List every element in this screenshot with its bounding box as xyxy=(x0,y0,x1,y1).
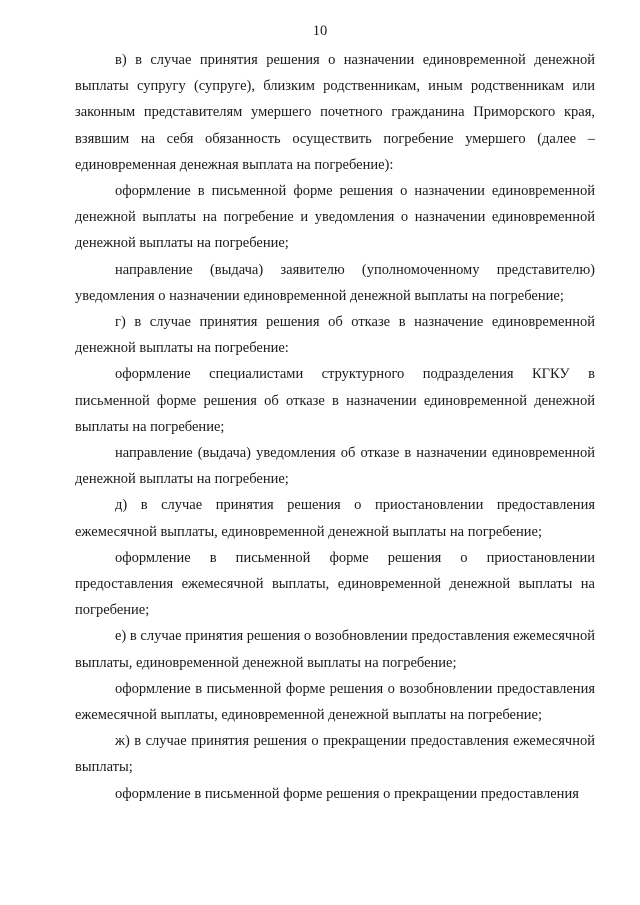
paragraph-d-formalization: оформление в письменной форме решения о приостановлении предоставления ежемесячной выплаты, единовременной денежной выплаты на погребение; xyxy=(75,549,595,619)
paragraph-e-intro: е) в случае принятия решения о возобновлении предоставления ежемесячной выплаты, единовременной денежной выплаты на погребение; xyxy=(75,628,595,671)
paragraph-g-notification: направление (выдача) уведомления об отказе в назначении единовременной денежной выплаты на погребение; xyxy=(75,445,595,488)
paragraph-zh-formalization: оформление в письменной форме решения о прекращении предоставления xyxy=(115,785,579,802)
paragraph-e-formalization: оформление в письменной форме решения о возобновлении предоставления ежемесячной выплаты, единовременной денежной выплаты на погребение; xyxy=(75,680,595,724)
paragraph-zh-intro: ж) в случае принятия решения о прекращении предоставления ежемесячной выплаты; xyxy=(75,733,595,776)
page-number: 10 xyxy=(312,23,328,39)
paragraph-v-notification: направление (выдача) заявителю (уполномоченному представителю) уведомления о назначении единовременной денежной выплаты на погребение; xyxy=(75,261,595,304)
paragraph-v-intro: в) в случае принятия решения о назначении единовременной денежной выплаты супругу (супруге), близким родственникам, иным родственникам или законным представителям умершего почетного гражданина Приморского края, взявшим на себя обязанность осуществить погребение умершего (далее – единовременная денежная выплата на погребение): xyxy=(75,52,595,173)
paragraph-d-intro: д) в случае принятия решения о приостановлении предоставления ежемесячной выплаты, единовременной денежной выплаты на погребение; xyxy=(75,497,595,540)
paragraph-v-formalization: оформление в письменной форме решения о назначении единовременной денежной выплаты на погребение и уведомления о назначении единовременной денежной выплаты на погребение; xyxy=(75,183,595,252)
document-body xyxy=(75,47,595,807)
paragraph-g-formalization: оформление специалистами структурного подразделения КГКУ в письменной форме решения об отказе в назначении единовременной денежной выплаты на погребение; xyxy=(75,366,595,435)
paragraph-g-intro: г) в случае принятия решения об отказе в назначение единовременной денежной выплаты на погребение: xyxy=(75,314,595,357)
